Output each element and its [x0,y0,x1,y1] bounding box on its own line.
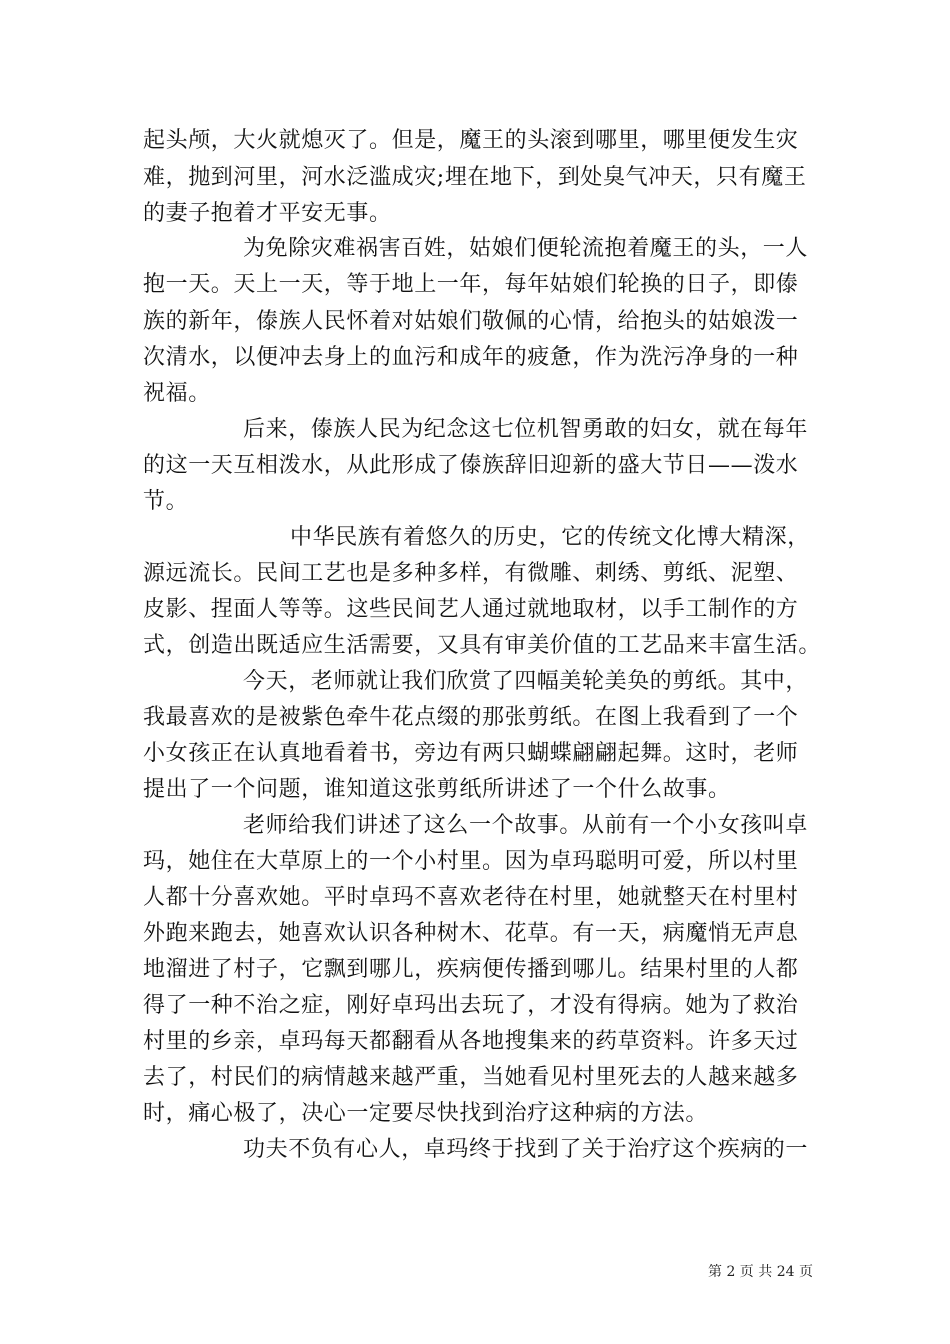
text-line: 式，创造出既适应生活需要，又具有审美价值的工艺品来丰富生活。 [143,633,822,658]
page-number: 第 2 页 共 24 页 [708,1264,813,1280]
text-line: 祝福。 [143,381,211,406]
text-line: 节。 [143,489,189,514]
text-line: 人都十分喜欢她。平时卓玛不喜欢老待在村里，她就整天在村里村 [143,885,799,910]
text-line: 村里的乡亲，卓玛每天都翻看从各地搜集来的药草资料。许多天过 [143,1029,799,1054]
text-line: 今天，老师就让我们欣赏了四幅美轮美奂的剪纸。其中， [243,669,809,694]
text-line: 次清水，以便冲去身上的血污和成年的疲惫，作为洗污净身的一种 [143,345,799,370]
text-line: 为免除灾难祸害百姓，姑娘们便轮流抱着魔王的头，一人 [243,236,809,261]
text-line: 源远流长。民间工艺也是多种多样，有微雕、刺绣、剪纸、泥塑、 [143,561,799,586]
text-line: 功夫不负有心人，卓玛终于找到了关于治疗这个疾病的一 [243,1137,809,1162]
text-line: 老师给我们讲述了这么一个故事。从前有一个小女孩叫卓 [243,813,809,838]
text-line: 皮影、捏面人等等。这些民间艺人通过就地取材，以手工制作的方 [143,597,799,622]
text-line: 时，痛心极了，决心一定要尽快找到治疗这种病的方法。 [143,1101,709,1126]
text-line: 我最喜欢的是被紫色牵牛花点缀的那张剪纸。在图上我看到了一个 [143,705,799,730]
text-line: 提出了一个问题，谁知道这张剪纸所讲述了一个什么故事。 [143,777,731,802]
text-line: 的这一天互相泼水，从此形成了傣族辞旧迎新的盛大节日——泼水 [143,453,799,478]
text-line: 起头颅，大火就熄灭了。但是，魔王的头滚到哪里，哪里便发生灾 [143,128,799,153]
text-line: 的妻子抱着才平安无事。 [143,201,392,226]
text-line: 小女孩正在认真地看着书，旁边有两只蝴蝶翩翩起舞。这时，老师 [143,741,799,766]
text-line: 地溜进了村子，它飘到哪儿，疾病便传播到哪儿。结果村里的人都 [143,957,799,982]
text-line: 抱一天。天上一天，等于地上一年，每年姑娘们轮换的日子，即傣 [143,272,799,297]
text-line: 中华民族有着悠久的历史，它的传统文化博大精深， [290,525,810,550]
text-line: 去了，村民们的病情越来越严重，当她看见村里死去的人越来越多 [143,1065,799,1090]
text-line: 外跑来跑去，她喜欢认识各种树木、花草。有一天，病魔悄无声息 [143,921,799,946]
text-line: 后来，傣族人民为纪念这七位机智勇敢的妇女，就在每年 [243,417,809,442]
text-line: 得了一种不治之症，刚好卓玛出去玩了，才没有得病。她为了救治 [143,993,799,1018]
text-line: 玛，她住在大草原上的一个小村里。因为卓玛聪明可爱，所以村里 [143,849,799,874]
text-line: 族的新年，傣族人民怀着对姑娘们敬佩的心情，给抱头的姑娘泼一 [143,309,799,334]
text-line: 难，抛到河里，河水泛滥成灾;埋在地下，到处臭气冲天，只有魔王 [143,165,807,190]
